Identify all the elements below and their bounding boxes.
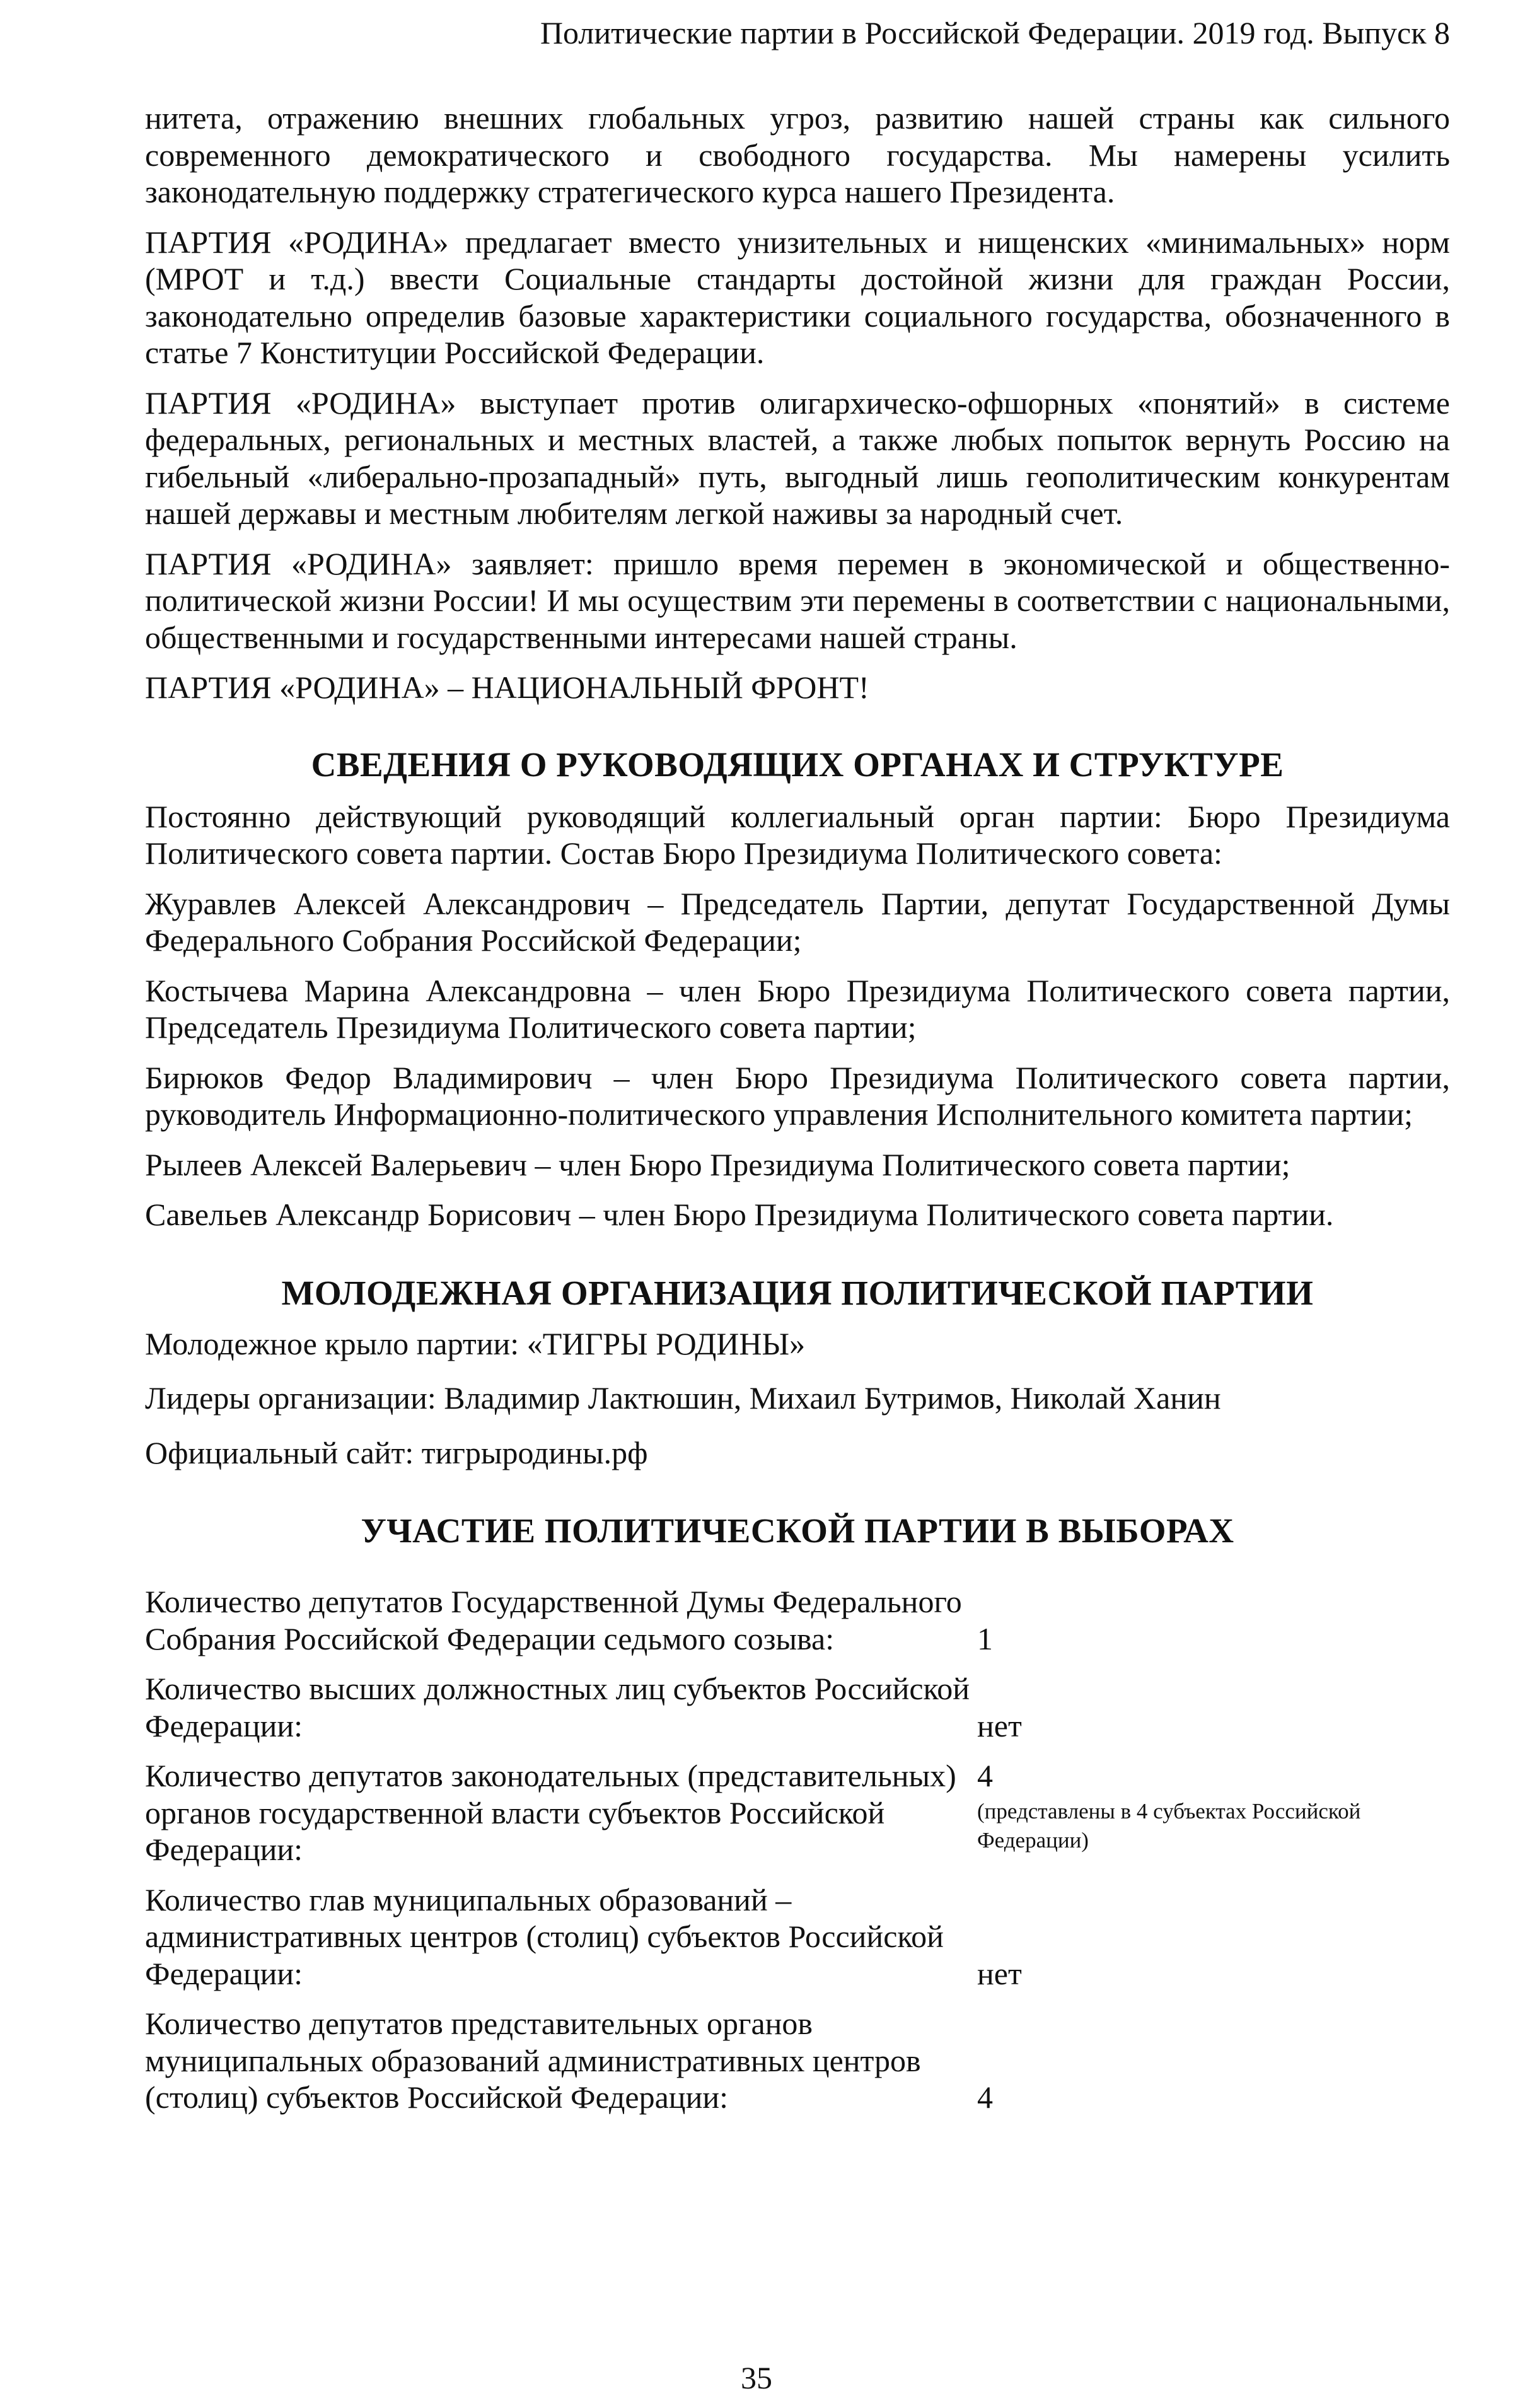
intro-paragraph: нитета, отражению внешних глобальных угроз, развитию нашей страны как сильного современного демократического и свободного государства. Мы намерены усилить законодательную поддержку стратегического курса нашего Президента.	[145, 100, 1450, 209]
intro-paragraph: ПАРТИЯ «РОДИНА» предлагает вместо унизительных и нищенских «минимальных» норм (МРОТ и т.д.) ввести Социальные стандарты достойной жизни для граждан России, законодательно определив базовые характеристики социального государства, обозначенного в статье 7 Конституции Российской Федерации.	[145, 224, 1450, 370]
youth-heading: МОЛОДЕЖНАЯ ОРГАНИЗАЦИЯ ПОЛИТИЧЕСКОЙ ПАРТИИ	[281, 1273, 1314, 1312]
elections-row-value: нет	[977, 1955, 1022, 1991]
elections-row-value-cell	[971, 1757, 1450, 1855]
elections-heading: УЧАСТИЕ ПОЛИТИЧЕСКОЙ ПАРТИИ В ВЫБОРАХ	[361, 1511, 1234, 1550]
intro-paragraph: ПАРТИЯ «РОДИНА» заявляет: пришло время перемен в экономической и общественно-политической жизни России! И мы осуществим эти перемены в соответствии с национальными, общественными и государственными интересами нашей страны.	[145, 545, 1450, 655]
leadership-heading: СВЕДЕНИЯ О РУКОВОДЯЩИХ ОРГАНАХ И СТРУКТУРЕ	[311, 745, 1284, 784]
leadership-member: Костычева Марина Александровна – член Бюро Президиума Политического совета партии, Председатель Президиума Политического совета партии;	[145, 972, 1450, 1045]
elections-row-label: Количество глав муниципальных образований – административных центров (столиц) субъектов Российской Федерации:	[145, 1882, 944, 1991]
elections-row-value: 1	[977, 1620, 993, 1656]
leadership-member: Журавлев Алексей Александрович – Председатель Партии, депутат Государственной Думы Федерального Собрания Российской Федерации;	[145, 885, 1450, 958]
youth-wing: Молодежное крыло партии: «ТИГРЫ РОДИНЫ»	[145, 1325, 806, 1361]
elections-row-value: 4	[977, 1758, 993, 1793]
youth-site: Официальный сайт: тигрыродины.рф	[145, 1434, 648, 1470]
leadership-intro: Постоянно действующий руководящий коллегиальный орган партии: Бюро Президиума Политического совета партии. Состав Бюро Президиума Политического совета:	[145, 798, 1450, 871]
elections-row-value: 4	[977, 2079, 993, 2115]
elections-row-value: нет	[977, 1707, 1022, 1743]
running-header: Политические партии в Российской Федерации. 2019 год. Выпуск 8	[540, 15, 1450, 50]
elections-row-label: Количество высших должностных лиц субъектов Российской Федерации:	[145, 1671, 970, 1743]
leadership-member: Рылеев Алексей Валерьевич – член Бюро Президиума Политического совета партии;	[145, 1146, 1290, 1182]
elections-row-label: Количество депутатов законодательных (представительных) органов государственной власти субъектов Российской Федерации:	[145, 1758, 956, 1867]
youth-leaders: Лидеры организации: Владимир Лактюшин, Михаил Бутримов, Николай Ханин	[145, 1380, 1221, 1416]
leadership-member: Бирюков Федор Владимирович – член Бюро Президиума Политического совета партии, руководитель Информационно-политического управления Исполнительного комитета партии;	[145, 1059, 1450, 1132]
page-content	[145, 100, 1450, 2116]
elections-row-label: Количество депутатов Государственной Думы Федерального Собрания Российской Федерации седьмого созыва:	[145, 1584, 962, 1656]
elections-table	[145, 1583, 1450, 2116]
leadership-member: Савельев Александр Борисович – член Бюро Президиума Политического совета партии.	[145, 1197, 1334, 1232]
elections-row-label: Количество депутатов представительных органов муниципальных образований административных центров (столиц) субъектов Российской Федерации:	[145, 2006, 921, 2115]
slogan: ПАРТИЯ «РОДИНА» – НАЦИОНАЛЬНЫЙ ФРОНТ!	[145, 670, 869, 705]
intro-paragraph: ПАРТИЯ «РОДИНА» выступает против олигархическо-офшорных «понятий» в системе федеральных, региональных и местных властей, а также любых попыток вернуть Россию на гибельный «либерально-прозападный» путь, выгодный лишь геополитическим конкурентам нашей державы и местным любителям легкой наживы за народный счет.	[145, 385, 1450, 531]
elections-row-note: (представлены в 4 субъектах Российской Федерации)	[977, 1798, 1361, 1853]
page-number: 35	[741, 2360, 772, 2395]
